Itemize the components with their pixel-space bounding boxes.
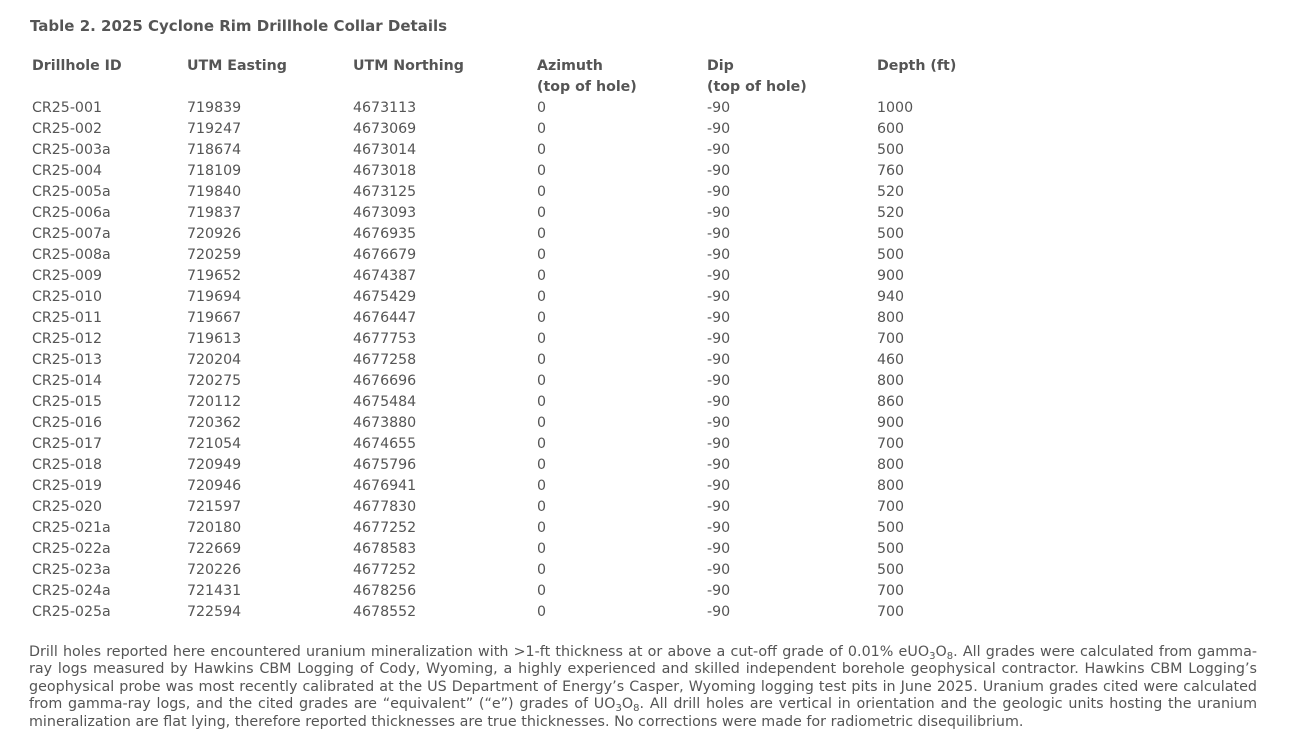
cell-dip: -90 [707, 478, 731, 494]
cell-dip: -90 [707, 310, 731, 326]
cell-utm-easting: 720275 [187, 373, 242, 389]
cell-drillhole-id: CR25-004 [32, 163, 103, 179]
table-row [28, 434, 993, 455]
cell-drillhole-id: CR25-003a [32, 142, 111, 158]
cell-depth: 800 [877, 478, 905, 494]
cell-depth: 500 [877, 142, 905, 158]
cell-dip: -90 [707, 142, 731, 158]
table-row [28, 560, 993, 581]
cell-azimuth: 0 [537, 331, 547, 347]
cell-utm-easting: 720946 [187, 478, 242, 494]
cell-utm-easting: 719652 [187, 268, 242, 284]
cell-drillhole-id: CR25-021a [32, 520, 111, 536]
cell-depth: 500 [877, 541, 905, 557]
cell-utm-northing: 4676696 [353, 373, 417, 389]
table-row [28, 476, 993, 497]
cell-drillhole-id: CR25-011 [32, 310, 103, 326]
cell-azimuth: 0 [537, 352, 547, 368]
cell-drillhole-id: CR25-016 [32, 415, 103, 431]
cell-utm-easting: 719613 [187, 331, 242, 347]
cell-dip: -90 [707, 562, 731, 578]
cell-utm-easting: 720259 [187, 247, 242, 263]
column-header-utm-easting: UTM Easting [187, 58, 287, 74]
table-row [28, 602, 993, 623]
cell-dip: -90 [707, 352, 731, 368]
cell-utm-northing: 4677252 [353, 520, 417, 536]
cell-drillhole-id: CR25-010 [32, 289, 103, 305]
cell-azimuth: 0 [537, 184, 547, 200]
cell-utm-easting: 719839 [187, 100, 242, 116]
cell-utm-northing: 4677258 [353, 352, 417, 368]
cell-azimuth: 0 [537, 541, 547, 557]
cell-utm-easting: 722669 [187, 541, 242, 557]
cell-utm-northing: 4673093 [353, 205, 417, 221]
cell-depth: 800 [877, 373, 905, 389]
cell-depth: 520 [877, 184, 905, 200]
cell-drillhole-id: CR25-001 [32, 100, 103, 116]
cell-azimuth: 0 [537, 100, 547, 116]
cell-drillhole-id: CR25-015 [32, 394, 103, 410]
cell-drillhole-id: CR25-013 [32, 352, 103, 368]
cell-utm-northing: 4674387 [353, 268, 417, 284]
cell-depth: 500 [877, 562, 905, 578]
cell-utm-northing: 4678256 [353, 583, 417, 599]
table-row [28, 581, 993, 602]
cell-depth: 600 [877, 121, 905, 137]
column-header-dip: Dip (top of hole) [707, 58, 807, 95]
cell-drillhole-id: CR25-014 [32, 373, 103, 389]
cell-utm-northing: 4676935 [353, 226, 417, 242]
cell-depth: 700 [877, 604, 905, 620]
header-row [28, 56, 993, 98]
table-row [28, 182, 993, 203]
column-header-depth: Depth (ft) [877, 58, 957, 74]
cell-utm-northing: 4676447 [353, 310, 417, 326]
cell-azimuth: 0 [537, 121, 547, 137]
cell-dip: -90 [707, 373, 731, 389]
table-row [28, 224, 993, 245]
table-row [28, 497, 993, 518]
cell-utm-easting: 718674 [187, 142, 242, 158]
cell-dip: -90 [707, 163, 731, 179]
cell-dip: -90 [707, 331, 731, 347]
cell-drillhole-id: CR25-025a [32, 604, 111, 620]
cell-depth: 700 [877, 499, 905, 515]
table-body [28, 98, 993, 623]
cell-utm-easting: 720926 [187, 226, 242, 242]
cell-utm-northing: 4673125 [353, 184, 417, 200]
cell-azimuth: 0 [537, 373, 547, 389]
table-caption: Table 2. 2025 Cyclone Rim Drillhole Collar Details [30, 17, 448, 35]
cell-dip: -90 [707, 100, 731, 116]
cell-azimuth: 0 [537, 499, 547, 515]
table-row [28, 329, 993, 350]
cell-depth: 800 [877, 310, 905, 326]
cell-drillhole-id: CR25-002 [32, 121, 103, 137]
cell-azimuth: 0 [537, 289, 547, 305]
table-row [28, 203, 993, 224]
cell-utm-easting: 719840 [187, 184, 242, 200]
cell-dip: -90 [707, 583, 731, 599]
cell-azimuth: 0 [537, 520, 547, 536]
cell-azimuth: 0 [537, 436, 547, 452]
cell-azimuth: 0 [537, 562, 547, 578]
cell-dip: -90 [707, 436, 731, 452]
cell-azimuth: 0 [537, 457, 547, 473]
cell-utm-easting: 720362 [187, 415, 242, 431]
cell-utm-easting: 720112 [187, 394, 242, 410]
cell-azimuth: 0 [537, 394, 547, 410]
table-row [28, 161, 993, 182]
cell-depth: 460 [877, 352, 905, 368]
cell-utm-northing: 4678552 [353, 604, 417, 620]
cell-azimuth: 0 [537, 583, 547, 599]
cell-azimuth: 0 [537, 268, 547, 284]
cell-utm-easting: 721431 [187, 583, 242, 599]
cell-depth: 900 [877, 415, 905, 431]
cell-drillhole-id: CR25-009 [32, 268, 103, 284]
cell-dip: -90 [707, 289, 731, 305]
table-row [28, 371, 993, 392]
cell-utm-northing: 4673069 [353, 121, 417, 137]
cell-utm-easting: 718109 [187, 163, 242, 179]
table-header [28, 56, 993, 98]
cell-drillhole-id: CR25-024a [32, 583, 111, 599]
cell-utm-northing: 4673014 [353, 142, 417, 158]
cell-depth: 940 [877, 289, 905, 305]
column-header-utm-northing: UTM Northing [353, 58, 464, 74]
cell-utm-northing: 4673880 [353, 415, 417, 431]
column-header-azimuth: Azimuth (top of hole) [537, 58, 637, 95]
cell-drillhole-id: CR25-017 [32, 436, 103, 452]
cell-utm-easting: 722594 [187, 604, 242, 620]
cell-dip: -90 [707, 541, 731, 557]
table-row [28, 308, 993, 329]
cell-drillhole-id: CR25-007a [32, 226, 111, 242]
collar-table [28, 56, 993, 623]
cell-depth: 1000 [877, 100, 914, 116]
cell-utm-northing: 4675796 [353, 457, 417, 473]
cell-utm-northing: 4674655 [353, 436, 417, 452]
cell-utm-easting: 719837 [187, 205, 242, 221]
cell-utm-easting: 721054 [187, 436, 242, 452]
table-row [28, 350, 993, 371]
cell-depth: 800 [877, 457, 905, 473]
cell-drillhole-id: CR25-019 [32, 478, 103, 494]
cell-azimuth: 0 [537, 247, 547, 263]
cell-azimuth: 0 [537, 478, 547, 494]
cell-utm-easting: 721597 [187, 499, 242, 515]
cell-dip: -90 [707, 184, 731, 200]
table-row [28, 266, 993, 287]
cell-utm-northing: 4676941 [353, 478, 417, 494]
cell-utm-northing: 4675484 [353, 394, 417, 410]
cell-utm-easting: 719247 [187, 121, 242, 137]
table-row [28, 539, 993, 560]
cell-drillhole-id: CR25-023a [32, 562, 111, 578]
cell-depth: 700 [877, 583, 905, 599]
cell-azimuth: 0 [537, 310, 547, 326]
table-row [28, 98, 993, 119]
cell-depth: 520 [877, 205, 905, 221]
cell-depth: 500 [877, 520, 905, 536]
cell-azimuth: 0 [537, 415, 547, 431]
table-row [28, 245, 993, 266]
cell-azimuth: 0 [537, 604, 547, 620]
cell-utm-northing: 4675429 [353, 289, 417, 305]
table-row [28, 413, 993, 434]
cell-utm-northing: 4677252 [353, 562, 417, 578]
cell-dip: -90 [707, 205, 731, 221]
cell-utm-northing: 4673018 [353, 163, 417, 179]
cell-drillhole-id: CR25-018 [32, 457, 103, 473]
cell-dip: -90 [707, 520, 731, 536]
table-row [28, 455, 993, 476]
cell-depth: 700 [877, 436, 905, 452]
cell-dip: -90 [707, 226, 731, 242]
cell-utm-easting: 719667 [187, 310, 242, 326]
cell-utm-easting: 720949 [187, 457, 242, 473]
cell-depth: 500 [877, 247, 905, 263]
cell-depth: 500 [877, 226, 905, 242]
cell-azimuth: 0 [537, 142, 547, 158]
cell-drillhole-id: CR25-020 [32, 499, 103, 515]
cell-utm-northing: 4677830 [353, 499, 417, 515]
table-row [28, 287, 993, 308]
cell-drillhole-id: CR25-006a [32, 205, 111, 221]
cell-dip: -90 [707, 499, 731, 515]
table-row [28, 392, 993, 413]
cell-utm-easting: 719694 [187, 289, 242, 305]
cell-dip: -90 [707, 121, 731, 137]
cell-dip: -90 [707, 247, 731, 263]
table-row [28, 518, 993, 539]
cell-depth: 900 [877, 268, 905, 284]
cell-depth: 700 [877, 331, 905, 347]
cell-utm-northing: 4677753 [353, 331, 417, 347]
cell-depth: 760 [877, 163, 905, 179]
cell-depth: 860 [877, 394, 905, 410]
cell-utm-northing: 4676679 [353, 247, 417, 263]
cell-utm-easting: 720204 [187, 352, 242, 368]
cell-utm-easting: 720226 [187, 562, 242, 578]
cell-azimuth: 0 [537, 226, 547, 242]
cell-dip: -90 [707, 415, 731, 431]
cell-drillhole-id: CR25-022a [32, 541, 111, 557]
cell-dip: -90 [707, 457, 731, 473]
column-header-drillhole-id: Drillhole ID [32, 58, 122, 74]
table-row [28, 119, 993, 140]
cell-utm-northing: 4673113 [353, 100, 417, 116]
cell-utm-northing: 4678583 [353, 541, 417, 557]
cell-dip: -90 [707, 268, 731, 284]
cell-azimuth: 0 [537, 163, 547, 179]
table-row [28, 140, 993, 161]
cell-utm-easting: 720180 [187, 520, 242, 536]
cell-drillhole-id: CR25-012 [32, 331, 103, 347]
cell-azimuth: 0 [537, 205, 547, 221]
cell-dip: -90 [707, 394, 731, 410]
footnote-paragraph: Drill holes reported here encountered uranium mineralization with >1-ft thickness at or above a cut-off grade of 0.01% $eUO_3O_8$. All grades were calculated from gamma-ray logs measured by Hawkins CBM Logging of Cody, Wyoming, a highly experienced and skilled independent borehole geophysical contractor. Hawkins CBM Logging’s geophysical probe was most recently calibrated at the US Department of Energy’s Casper, Wyoming logging test pits in June 2025. Uranium grades cited were calculated from gamma-ray logs, and the cited grades are “equivalent” (“e”) grades of $UO_3O_8$. All drill holes are vertical in orientation and the geologic units hosting the uranium mineralization are flat lying, therefore reported thicknesses are true thicknesses. No corrections were made for radiometric disequilibrium. [29, 644, 1258, 730]
cell-drillhole-id: CR25-008a [32, 247, 111, 263]
cell-drillhole-id: CR25-005a [32, 184, 111, 200]
cell-dip: -90 [707, 604, 731, 620]
